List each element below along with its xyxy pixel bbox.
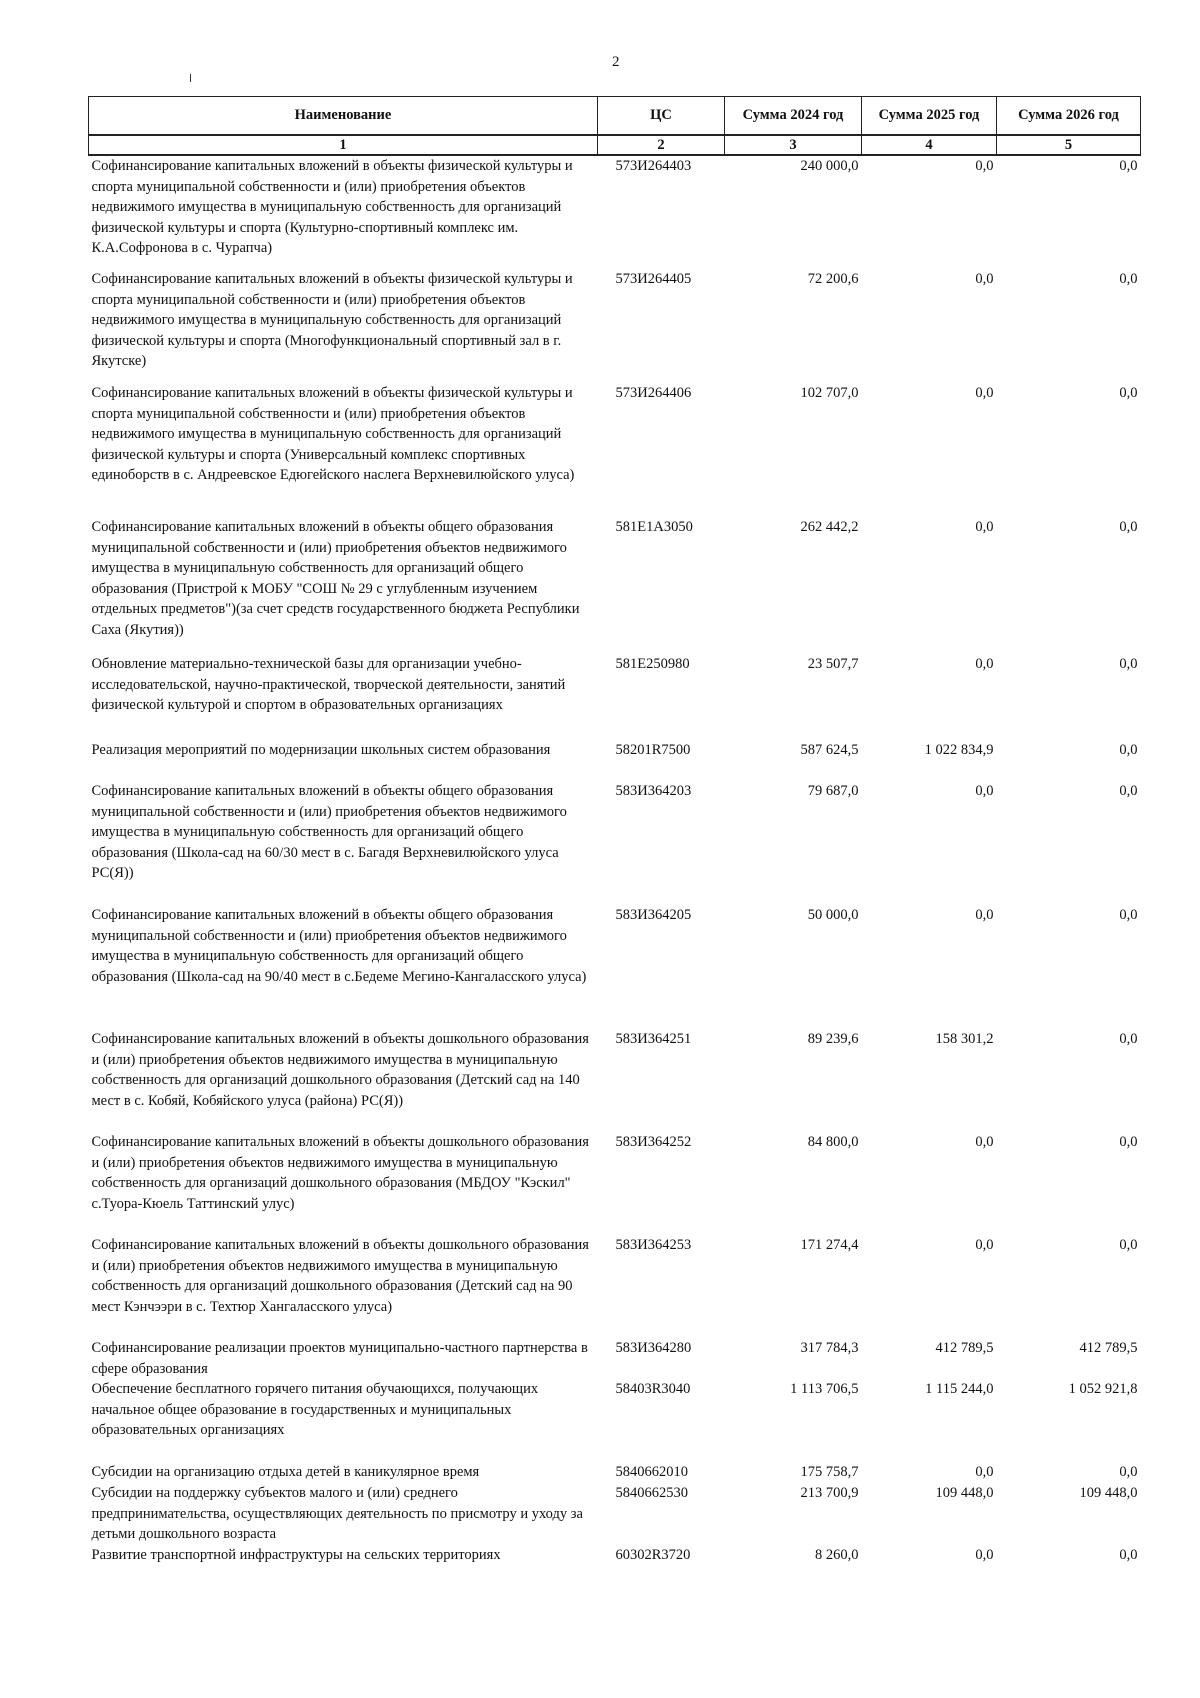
row-amount-2026: 0,0 [1119, 742, 1138, 758]
row-amount-2025: 0,0 [975, 1237, 994, 1253]
row-amount-2024: 89 239,6 [807, 1031, 859, 1047]
header-name: Наименование [89, 97, 598, 136]
row-name: Обеспечение бесплатного горячего питания обучающихся, получающих начальное общее образование в государственных и муниципальных образовательных организациях [91, 1381, 539, 1438]
header-2026: Сумма 2026 год [997, 97, 1141, 136]
table-row [89, 517, 1141, 654]
row-amount-2026: 0,0 [1119, 907, 1138, 923]
table-row [89, 383, 1141, 517]
column-number-row [89, 135, 1141, 155]
row-amount-2026: 109 448,0 [1079, 1485, 1138, 1501]
row-amount-2025: 0,0 [975, 158, 994, 174]
row-name: Субсидии на организацию отдыха детей в каникулярное время [91, 1464, 480, 1480]
row-amount-2025: 0,0 [975, 1547, 994, 1563]
row-amount-2025: 412 789,5 [935, 1340, 994, 1356]
table-row [89, 1235, 1141, 1338]
row-amount-2026: 412 789,5 [1079, 1340, 1138, 1356]
row-amount-2025: 0,0 [975, 271, 994, 287]
row-amount-2024: 262 442,2 [800, 519, 859, 535]
scan-mark [190, 74, 191, 82]
row-amount-2026: 0,0 [1119, 1547, 1138, 1563]
row-code: 60302R3720 [615, 1547, 691, 1563]
row-name: Софинансирование капитальных вложений в объекты физической культуры и спорта муниципальной собственности и (или) приобретения объектов недвижимого имущества в муниципальную собственность для организаций физической культуры и спорта (Культурно-спортивный комплекс им. К.А.Софронова в с. Чурапча) [91, 158, 573, 256]
row-name: Софинансирование капитальных вложений в объекты общего образования муниципальной собственности и (или) приобретения объектов недвижимого имущества в муниципальную собственность для организаций общего образования (Школа-сад на 60/30 мест в с. Багадя Верхневилюйского улуса РС(Я)) [91, 783, 567, 881]
table-row [89, 905, 1141, 1029]
row-name: Обновление материально-технической базы для организации учебно-исследовательской, научно-практической, творческой деятельности, занятий физической культурой и спортом в образовательных организациях [91, 656, 566, 713]
row-code: 581Е1А3050 [615, 519, 693, 535]
row-amount-2025: 158 301,2 [935, 1031, 994, 1047]
column-number: 5 [997, 135, 1141, 155]
row-name: Софинансирование капитальных вложений в объекты дошкольного образования и (или) приобретения объектов недвижимого имущества в муниципальную собственность для организаций дошкольного образования (МБДОУ "Кэскил" с.Туора-Кюель Таттинский улус) [91, 1134, 589, 1212]
row-amount-2026: 0,0 [1119, 1237, 1138, 1253]
row-name: Софинансирование капитальных вложений в объекты физической культуры и спорта муниципальной собственности и (или) приобретения объектов недвижимого имущества в муниципальную собственность для организаций физической культуры и спорта (Универсальный комплекс спортивных единоборств в с. Андреевское Едюгейского наслега Верхневилюйского улуса) [91, 385, 575, 483]
row-name: Развитие транспортной инфраструктуры на сельских территориях [91, 1547, 501, 1563]
row-amount-2024: 317 784,3 [800, 1340, 859, 1356]
table-row [89, 1483, 1141, 1545]
row-amount-2025: 0,0 [975, 1464, 994, 1480]
row-amount-2024: 171 274,4 [800, 1237, 859, 1253]
row-amount-2026: 0,0 [1119, 271, 1138, 287]
row-amount-2024: 102 707,0 [800, 385, 859, 401]
row-name: Субсидии на поддержку субъектов малого и (или) среднего предпринимательства, осуществляющих деятельность по присмотру и уходу за детьми дошкольного возраста [91, 1485, 583, 1542]
column-number: 4 [862, 135, 997, 155]
row-amount-2025: 0,0 [975, 385, 994, 401]
table-row [89, 654, 1141, 740]
table-row [89, 1338, 1141, 1379]
table-row [89, 269, 1141, 383]
row-amount-2024: 213 700,9 [800, 1485, 859, 1501]
row-code: 583И364203 [615, 783, 692, 799]
header-2024: Сумма 2024 год [725, 97, 862, 136]
row-amount-2024: 240 000,0 [800, 158, 859, 174]
row-name: Софинансирование капитальных вложений в объекты дошкольного образования и (или) приобретения объектов недвижимого имущества в муниципальную собственность для организаций дошкольного образования (Детский сад на 90 мест Кэнчээри в с. Техтюр Хангаласского улуса) [91, 1237, 589, 1315]
row-code: 583И364253 [615, 1237, 692, 1253]
row-amount-2024: 1 113 706,5 [790, 1381, 859, 1397]
row-code: 5840662530 [615, 1485, 688, 1501]
row-amount-2025: 0,0 [975, 907, 994, 923]
table-row [89, 1029, 1141, 1132]
row-code: 573И264405 [615, 271, 692, 287]
row-code: 5840662010 [615, 1464, 688, 1480]
row-amount-2024: 72 200,6 [807, 271, 859, 287]
row-amount-2026: 0,0 [1119, 385, 1138, 401]
column-number: 2 [598, 135, 725, 155]
column-number: 1 [89, 135, 598, 155]
row-code: 573И264406 [615, 385, 692, 401]
column-number: 3 [725, 135, 862, 155]
row-amount-2026: 0,0 [1119, 1031, 1138, 1047]
row-amount-2025: 0,0 [975, 1134, 994, 1150]
row-amount-2026: 0,0 [1119, 1134, 1138, 1150]
row-name: Софинансирование реализации проектов муниципально-частного партнерства в сфере образования [91, 1340, 588, 1377]
row-name: Софинансирование капитальных вложений в объекты дошкольного образования и (или) приобретения объектов недвижимого имущества в муниципальную собственность для организаций дошкольного образования (Детский сад на 140 мест в с. Кобяй, Кобяйского улуса (района) РС(Я)) [91, 1031, 589, 1109]
page-number: 2 [612, 54, 620, 70]
row-name: Софинансирование капитальных вложений в объекты физической культуры и спорта муниципальной собственности и (или) приобретения объектов недвижимого имущества в муниципальную собственность для организаций физической культуры и спорта (Многофункциональный спортивный зал в г. Якутске) [91, 271, 573, 369]
header-2025: Сумма 2025 год [862, 97, 997, 136]
table-row [89, 1132, 1141, 1235]
header-code: ЦС [598, 97, 725, 136]
table-row [89, 1379, 1141, 1462]
row-code: 58403R3040 [615, 1381, 691, 1397]
row-amount-2025: 109 448,0 [935, 1485, 994, 1501]
row-amount-2025: 0,0 [975, 519, 994, 535]
row-amount-2025: 1 115 244,0 [925, 1381, 994, 1397]
row-amount-2025: 0,0 [975, 783, 994, 799]
row-amount-2026: 0,0 [1119, 656, 1138, 672]
table-row [89, 155, 1141, 269]
budget-table [88, 96, 1141, 1566]
table-row [89, 781, 1141, 905]
row-code: 583И364280 [615, 1340, 692, 1356]
row-name: Реализация мероприятий по модернизации школьных систем образования [91, 742, 551, 758]
row-code: 583И364252 [615, 1134, 692, 1150]
table-row [89, 740, 1141, 781]
row-amount-2024: 79 687,0 [807, 783, 859, 799]
row-amount-2026: 0,0 [1119, 783, 1138, 799]
header-row [89, 97, 1141, 136]
row-amount-2024: 50 000,0 [807, 907, 859, 923]
row-amount-2024: 84 800,0 [807, 1134, 859, 1150]
row-amount-2024: 23 507,7 [807, 656, 859, 672]
row-amount-2026: 1 052 921,8 [1068, 1381, 1138, 1397]
row-code: 583И364205 [615, 907, 692, 923]
row-code: 58201R7500 [615, 742, 691, 758]
row-amount-2025: 1 022 834,9 [924, 742, 994, 758]
row-amount-2026: 0,0 [1119, 519, 1138, 535]
row-amount-2026: 0,0 [1119, 1464, 1138, 1480]
row-amount-2024: 8 260,0 [815, 1547, 859, 1563]
row-amount-2024: 175 758,7 [800, 1464, 859, 1480]
row-amount-2025: 0,0 [975, 656, 994, 672]
row-code: 573И264403 [615, 158, 692, 174]
table-row [89, 1545, 1141, 1566]
table-body [89, 155, 1141, 1566]
row-amount-2024: 587 624,5 [800, 742, 859, 758]
row-name: Софинансирование капитальных вложений в объекты общего образования муниципальной собственности и (или) приобретения объектов недвижимого имущества в муниципальную собственность для организаций общего образования (Школа-сад на 90/40 мест в с.Бедеме Мегино-Кангаласского улуса) [91, 907, 587, 985]
table-row [89, 1462, 1141, 1483]
row-code: 581Е250980 [615, 656, 690, 672]
row-code: 583И364251 [615, 1031, 692, 1047]
row-amount-2026: 0,0 [1119, 158, 1138, 174]
row-name: Софинансирование капитальных вложений в объекты общего образования муниципальной собственности и (или) приобретения объектов недвижимого имущества в муниципальную собственность для организаций общего образования (Пристрой к МОБУ "СОШ № 29 с углубленным изучением отдельных предметов")(за счет средств государственного бюджета Республики Саха (Якутия)) [91, 519, 580, 638]
